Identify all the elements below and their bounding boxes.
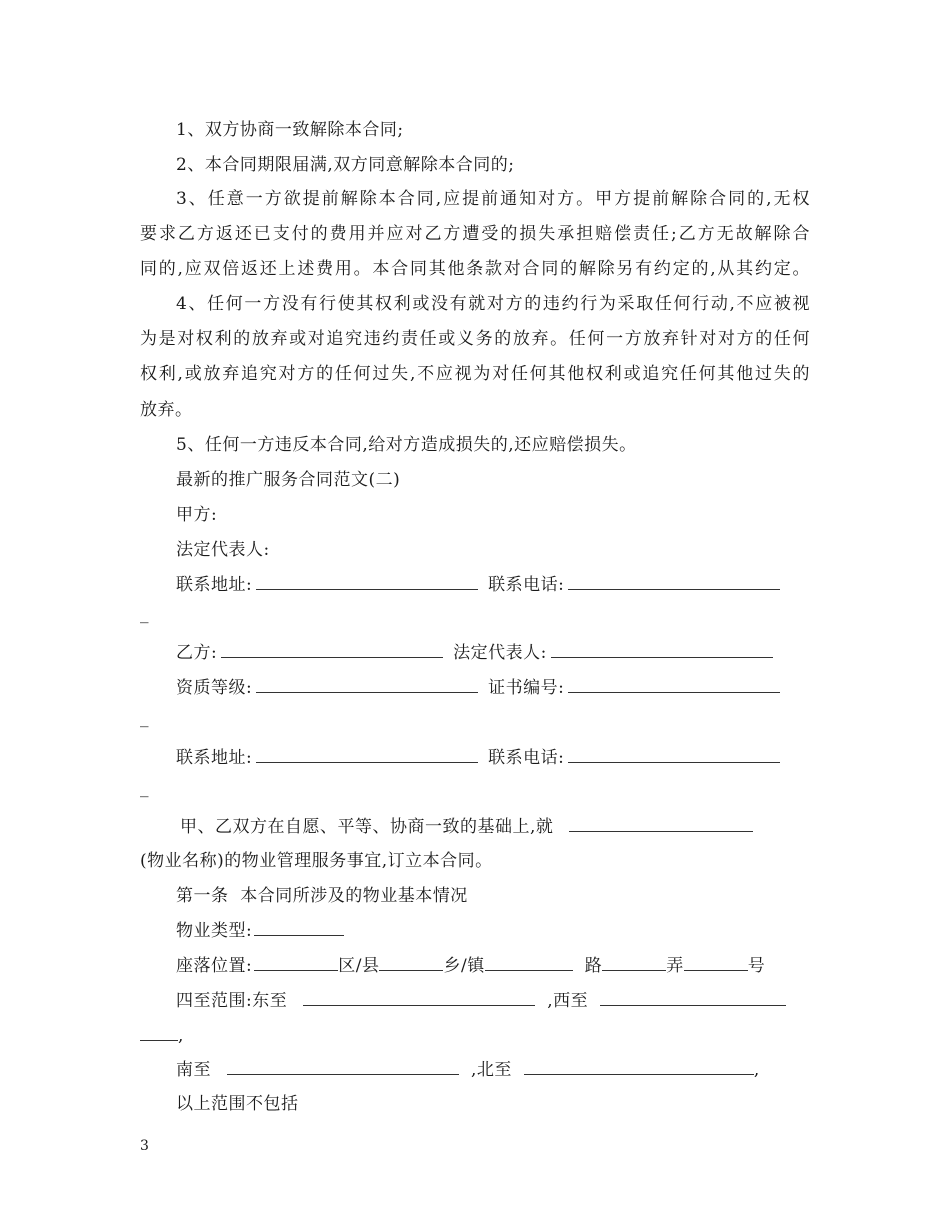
certificate-no-blank[interactable] [568, 675, 780, 693]
boundary-east-label: 四至范围:东至 [176, 991, 288, 1011]
property-name-blank[interactable] [569, 814, 753, 832]
certificate-no-label: 证书编号: [488, 678, 565, 698]
south-north-row [176, 1057, 760, 1082]
preamble-text: 甲、乙双方在自愿、平等、协商一致的基础上,就 [180, 817, 554, 837]
lane-blank[interactable] [684, 953, 748, 971]
contact-phone-b-blank[interactable] [568, 745, 780, 763]
excluding-label: 以上范围不包括 [176, 1094, 299, 1114]
west-blank-continued[interactable] [140, 1023, 178, 1041]
contact-address-label: 联系地址: [176, 575, 253, 595]
contact-address-blank[interactable] [256, 572, 478, 590]
contract-title: 最新的推广服务合同范文(二) [176, 470, 401, 490]
east-blank[interactable] [303, 988, 535, 1006]
legal-rep-b-label: 法定代表人: [453, 643, 547, 663]
property-type-row [176, 918, 348, 943]
clause-4-line-2: 为是对权利的放弃或对追究违约责任或义务的放弃。任何一方放弃针对对方的任何 [140, 329, 810, 349]
clause-3-line-3: 同的,应双倍返还上述费用。本合同其他条款对合同的解除另有约定的,从其约定。 [140, 259, 810, 279]
page-number: 3 [140, 1138, 149, 1154]
preamble-line-1 [180, 814, 753, 839]
underscore-tail-3: _ [140, 778, 149, 798]
road-label: 路 [584, 956, 603, 976]
contact-address-b-blank[interactable] [256, 745, 478, 763]
clause-2: 2、本合同期限届满,双方同意解除本合同的; [176, 155, 515, 175]
district-blank[interactable] [379, 953, 443, 971]
township-blank[interactable] [485, 953, 573, 971]
property-type-blank[interactable] [254, 918, 344, 936]
north-blank[interactable] [524, 1057, 754, 1075]
qualification-row [176, 675, 780, 700]
south-label: 南至 [176, 1060, 211, 1080]
party-a-label: 甲方: [176, 505, 218, 525]
legal-rep-b-blank[interactable] [551, 640, 773, 658]
lane-label: 弄 [666, 956, 684, 976]
west-continuation [140, 1023, 183, 1045]
clause-3-line-2: 要求乙方返还已支付的费用并应对乙方遭受的损失承担赔偿责任;乙方无故解除合 [140, 224, 810, 244]
party-b-label: 乙方: [176, 643, 218, 663]
contact-row-b [176, 745, 780, 770]
north-label: ,北至 [471, 1060, 512, 1080]
location-row [176, 953, 765, 978]
preamble-line-2: (物业名称)的物业管理服务事宜,订立本合同。 [140, 851, 493, 871]
contact-row-a [176, 572, 780, 597]
north-comma: , [753, 1060, 760, 1080]
contact-phone-blank[interactable] [568, 572, 780, 590]
qualification-label: 资质等级: [176, 678, 253, 698]
party-b-blank[interactable] [221, 640, 443, 658]
clause-4-line-1: 4、任何一方没有行使其权利或没有就对方的违约行为采取任何行动,不应被视 [176, 294, 810, 314]
west-blank[interactable] [600, 988, 786, 1006]
road-blank[interactable] [602, 953, 666, 971]
clause-3-line-1: 3、任意一方欲提前解除本合同,应提前通知对方。甲方提前解除合同的,无权 [176, 189, 810, 209]
contact-address-b-label: 联系地址: [176, 748, 253, 768]
south-blank[interactable] [227, 1057, 459, 1075]
qualification-blank[interactable] [256, 675, 478, 693]
underscore-tail-2: _ [140, 708, 149, 728]
contact-phone-label: 联系电话: [488, 575, 565, 595]
clause-4-line-3: 权利,或放弃追究对方的任何过失,不应视为对任何其他权利或追究任何其他过失的 [140, 364, 810, 384]
west-comma: , [178, 1026, 184, 1046]
clause-1: 1、双方协商一致解除本合同; [176, 120, 404, 140]
district-label: 区/县 [338, 956, 380, 976]
location-label: 座落位置: [176, 956, 253, 976]
contact-phone-b-label: 联系电话: [488, 748, 565, 768]
west-label: ,西至 [547, 991, 589, 1011]
clause-4-line-4: 放弃。 [140, 400, 193, 420]
township-label: 乡/镇 [443, 956, 485, 976]
underscore-tail-1: _ [140, 604, 149, 624]
number-label: 号 [747, 956, 766, 976]
legal-rep-label: 法定代表人: [176, 540, 270, 560]
boundary-row [176, 988, 786, 1013]
article-1-heading: 第一条 本合同所涉及的物业基本情况 [176, 886, 468, 906]
party-b-row [176, 640, 773, 665]
location-blank[interactable] [254, 953, 338, 971]
property-type-label: 物业类型: [176, 921, 253, 941]
clause-5: 5、任何一方违反本合同,给对方造成损失的,还应赔偿损失。 [176, 435, 637, 455]
